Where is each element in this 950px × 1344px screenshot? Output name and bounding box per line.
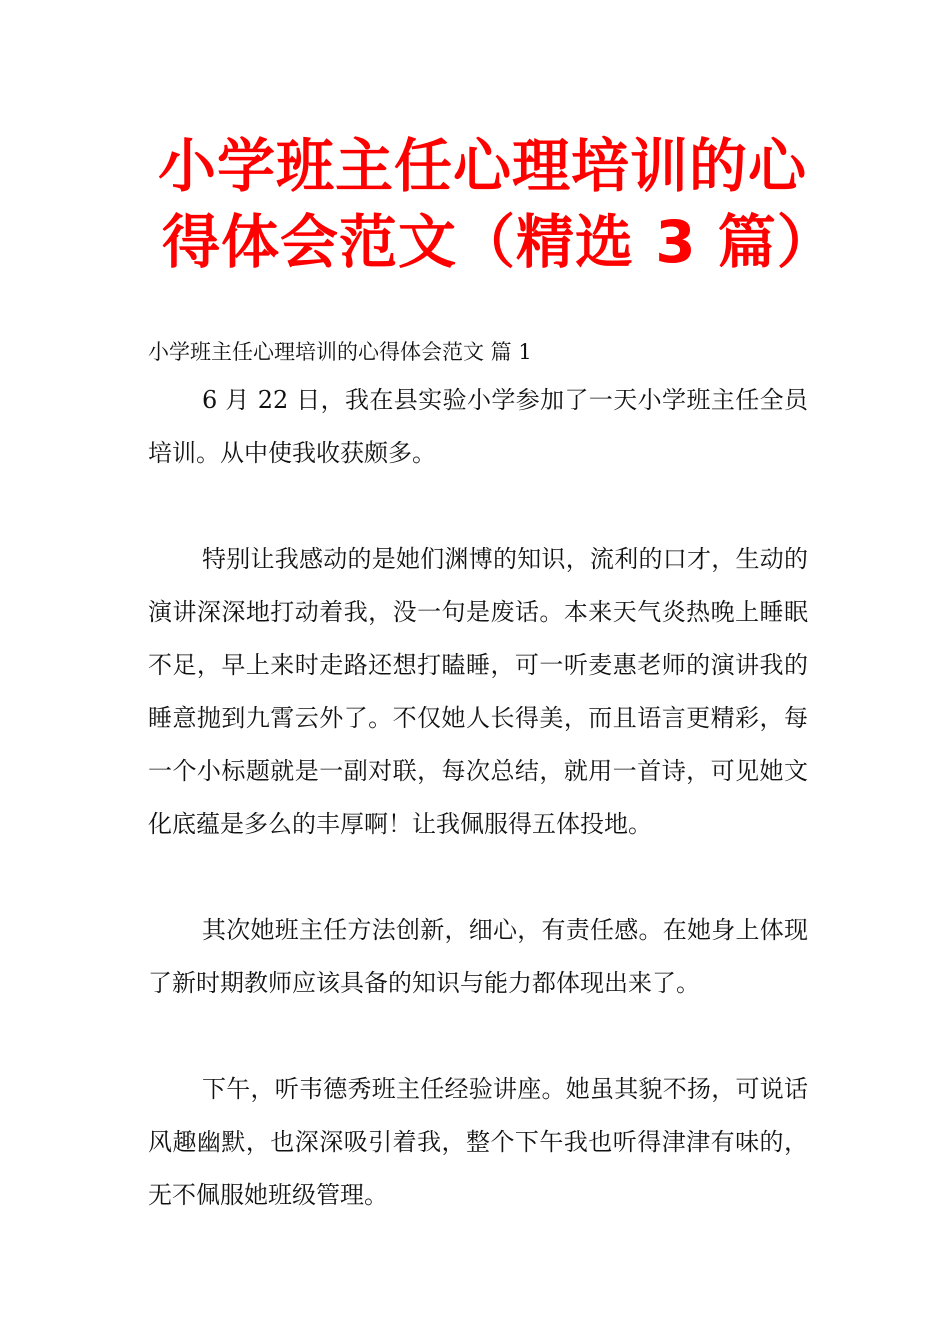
document-title [150,128,836,280]
document-body [148,334,808,1222]
title-line-2: 得体会范文（精选 3 篇） [162,208,836,276]
paragraph-4: 下午，听韦德秀班主任经验讲座。她虽其貌不扬，可说话风趣幽默，也深深吸引着我，整个下午我也听得津津有味的，无不佩服她班级管理。 [148,1075,808,1209]
title-line-1: 小学班主任心理培训的心 [158,132,808,200]
paragraph-3: 其次她班主任方法创新，细心，有责任感。在她身上体现了新时期教师应该具备的知识与能力都体现出来了。 [148,916,808,997]
section-heading: 小学班主任心理培训的心得体会范文 篇 1 [148,340,532,364]
paragraph-1: 6 月 22 日，我在县实验小学参加了一天小学班主任全员培训。从中使我收获颇多。 [148,386,808,467]
paragraph-2: 特别让我感动的是她们渊博的知识，流利的口才，生动的演讲深深地打动着我，没一句是废话。本来天气炎热晚上睡眠不足，早上来时走路还想打瞌睡，可一听麦惠老师的演讲我的睡意抛到九霄云外了。不仅她人长得美，而且语言更精彩，每一个小标题就是一副对联，每次总结，就用一首诗，可见她文化底蕴是多么的丰厚啊！让我佩服得五体投地。 [148,545,808,838]
